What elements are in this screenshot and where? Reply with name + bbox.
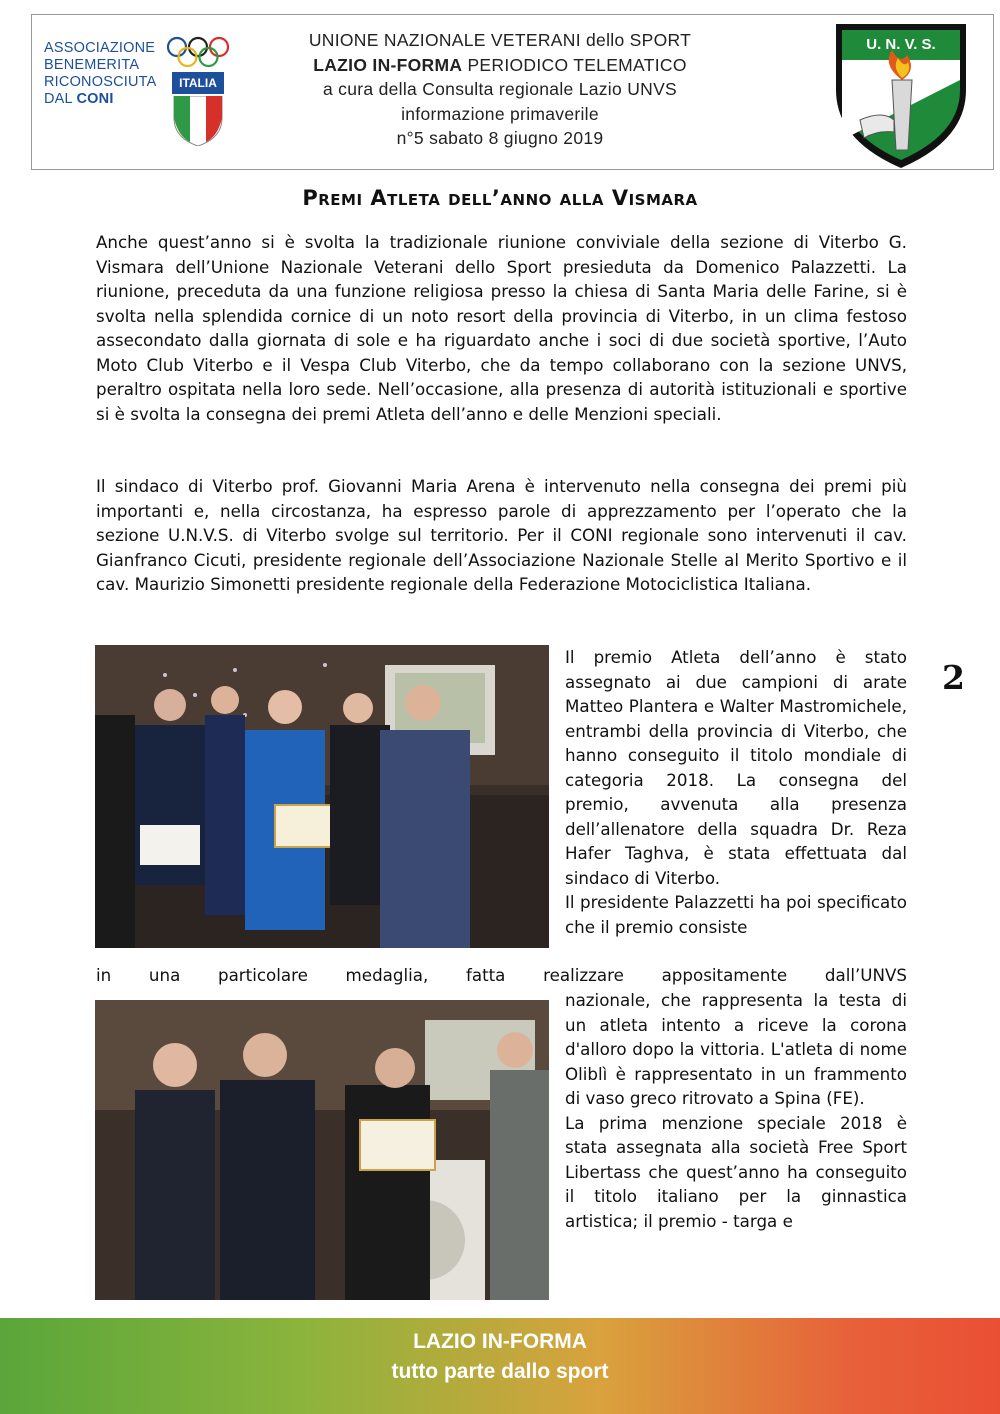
footer-title: LAZIO IN-FORMA (413, 1330, 587, 1353)
unvs-shield-logo (832, 20, 970, 170)
masthead-text (240, 28, 760, 151)
coni-line-2: BENEMERITA (44, 57, 140, 73)
column-paragraph-president: Il presidente Palazzetti ha poi specificato che il premio consiste (565, 892, 907, 937)
column-text-1 (565, 645, 907, 939)
column-text-2 (565, 988, 907, 1233)
coni-line-4-prefix: DAL (44, 91, 77, 107)
publication-name: LAZIO IN-FORMA (313, 54, 463, 75)
italian-shield-icon (172, 96, 224, 146)
award-ceremony-photo-2 (95, 1000, 549, 1300)
coni-logo (44, 36, 234, 146)
unvs-logo-text: U. N. V. S. (866, 36, 936, 53)
masthead-line-1: UNIONE NAZIONALE VETERANI dello SPORT (308, 30, 692, 50)
paragraph-intro: Anche quest’anno si è svolta la tradizionale riunione conviviale della sezione di Viterbo G. Vismara dell’Unione Nazionale Veterani dello Sport presieduta da Domenico Palazzetti. La riunione, preceduta da una funzione religiosa presso la chiesa di Santa Maria delle Farine, si è svolta nella splendida cornice di un noto resort della provincia di Viterbo, in un clima festoso assecondato dalla giornata di sole e ha riguardato anche i soci di due società sportive, l’Auto Moto Club Viterbo e il Vespa Club Viterbo, che da tempo collaborano con la sezione UNVS, peraltro ospitata nella loro sede. Nell’occasione, alla presenza di autorità istituzionali e sportive si è svolta la consegna dei premi Atleta dell’anno e delle Menzioni speciali. (96, 232, 907, 424)
olympic-rings-icon (166, 36, 230, 70)
coni-line-1: ASSOCIAZIONE (44, 40, 156, 56)
coni-logo-text (44, 40, 164, 108)
coni-line-4 (44, 91, 164, 108)
column-paragraph-mention: La prima menzione speciale 2018 è stata assegnata alla società Free Sport Libertass che quest’anno ha conseguito il titolo italiano per la ginnastica artistica; il premio - targa e (565, 1112, 907, 1231)
masthead-line-3: a cura della Consulta regionale Lazio UNVS (322, 79, 678, 99)
coni-line-3: RICONOSCIUTA (44, 74, 157, 90)
article-title: Premi Atleta dell’anno alla Vismara (302, 186, 698, 210)
column-paragraph-award: Il premio Atleta dell’anno è stato assegnato ai due campioni di arate Matteo Plantera e Walter Mastromichele, entrambi della provincia di Viterbo, che hanno conseguito il titolo mondiale di categoria 2018. La consegna del premio, avvenuta alla presenza dell’allenatore della squadra Dr. Reza Hafer Taghva, è stata effettuata dal sindaco di Viterbo. (565, 647, 907, 888)
italia-badge: ITALIA (172, 72, 224, 94)
page-number: 2 (942, 658, 965, 697)
masthead-line-4: informazione primaverile (401, 103, 599, 124)
award-ceremony-photo-1 (95, 645, 549, 948)
footer-banner (0, 1318, 1000, 1414)
paragraph-mayor: Il sindaco di Viterbo prof. Giovanni Maria Arena è intervenuto nella consegna dei premi più importanti e, nella circostanza, ha espresso parole di apprezzamento per l’operato che la sezione U.N.V.S. di Viterbo svolge sul territorio. Per il CONI regionale sono intervenuti il cav. Gianfranco Cicuti, presidente regionale dell’Associazione Nazionale Stelle al Merito Sportivo e il cav. Maurizio Simonetti presidente regionale della Federazione Motociclistica Italiana. (96, 476, 907, 594)
footer-slogan: tutto parte dallo sport (391, 1360, 609, 1383)
publication-type: PERIODICO TELEMATICO (462, 54, 687, 75)
masthead-line-2 (240, 53, 760, 78)
coni-line-4-bold: CONI (76, 91, 114, 107)
full-width-line: in una particolare medaglia, fatta realizzare appositamente dall’UNVS (96, 965, 907, 985)
issue-date: n°5 sabato 8 giugno 2019 (396, 128, 604, 148)
column-paragraph-medal: nazionale, che rappresenta la testa di un atleta intento a riceve la corona d'alloro dopo la vittoria. L'atleta di nome Oliblì è rappresentato in un frammento di vaso greco ritrovato a Spina (FE). (565, 990, 907, 1108)
